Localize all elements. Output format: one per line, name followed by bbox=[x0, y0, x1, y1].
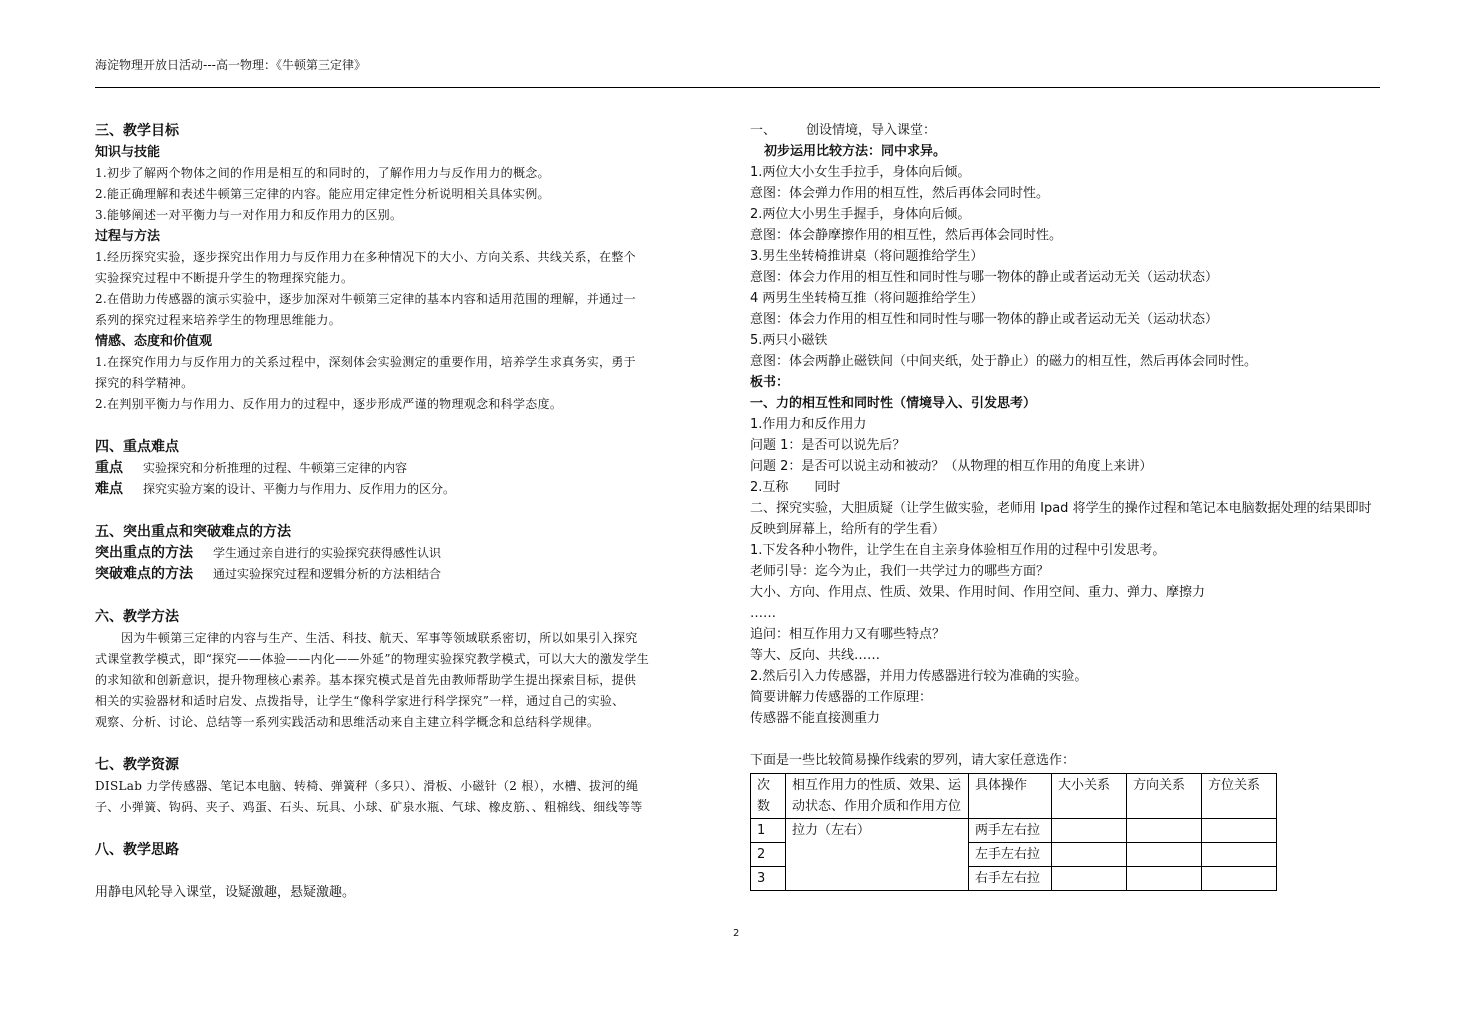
sensor-limitation: 传感器不能直接测重力 bbox=[750, 711, 881, 726]
teaching-idea-text: 用静电风轮导入课堂，设疑激趣，悬疑激趣。 bbox=[95, 885, 356, 900]
row-2-no: 2 bbox=[751, 843, 786, 867]
table-row bbox=[751, 819, 1277, 843]
section-6-title: 六、教学方法 bbox=[95, 609, 179, 625]
header-size-relation: 大小关系 bbox=[1052, 774, 1127, 819]
emotion-item-1-line-1: 1.在探究作用力与反作用力的关系过程中，深刻体会实验测定的重要作用，培养学生求真务实，勇于 bbox=[95, 355, 636, 369]
highlight-method-label: 突出重点的方法 bbox=[95, 545, 193, 561]
experiment-step-1: 1.下发各种小物件，让学生在自主亲身体验相互作用的过程中引发思考。 bbox=[750, 543, 1166, 558]
follow-up-answer: 等大、反向、共线…… bbox=[750, 648, 881, 663]
activity-1: 1.两位大小女生手拉手，身体向后倾。 bbox=[750, 165, 971, 180]
breakthrough-method-label: 突破难点的方法 bbox=[95, 566, 193, 582]
knowledge-item-3: 3.能够阐述一对平衡力与一对作用力和反作用力的区别。 bbox=[95, 208, 403, 222]
header-position-relation: 方位关系 bbox=[1202, 774, 1277, 819]
knowledge-item-2: 2.能正确理解和表述牛顿第三定律的内容。能应用定律定性分析说明相关具体实例。 bbox=[95, 187, 550, 201]
blackboard-label: 板书： bbox=[750, 375, 790, 390]
page-header: 海淀物理开放日活动---高一物理：《牛顿第三定律》 bbox=[95, 58, 366, 72]
experiment-heading: 二、探究实验，大胆质疑（让学生做实验，老师用 Ipad 将学生的操作过程和笔记本电脑数据处理的结果即时反映到屏幕上，给所有的学生看） bbox=[750, 501, 1372, 537]
row-3-operation: 右手左右拉 bbox=[969, 867, 1052, 891]
section-8-title: 八、教学思路 bbox=[95, 842, 179, 858]
emotion-item-2: 2.在判别平衡力与作用力、反作用力的过程中，逐步形成严谨的物理观念和科学态度。 bbox=[95, 397, 563, 411]
method-paragraph-line-2: 式课堂教学模式，即“探究——体验——内化——外延”的物理实验探究教学模式，可以大大的激发学生 bbox=[95, 652, 650, 666]
row-1-operation: 两手左右拉 bbox=[969, 819, 1052, 843]
breakthrough-method-row bbox=[95, 564, 720, 585]
knowledge-skills-title: 知识与技能 bbox=[95, 145, 161, 160]
key-point-label: 重点 bbox=[95, 460, 123, 476]
difficulty-row bbox=[95, 479, 720, 500]
row-3-position[interactable] bbox=[1202, 867, 1277, 891]
header-property: 相互作用力的性质、效果、运动状态、作用介质和作用方位 bbox=[786, 774, 969, 819]
blackboard-heading-1: 一、力的相互性和同时性（情境导入、引发思考） bbox=[750, 396, 1037, 411]
method-paragraph-line-5: 观察、分析、讨论、总结等一系列实践活动和思维活动来自主建立科学概念和总结科学规律。 bbox=[95, 715, 600, 729]
row-2-position[interactable] bbox=[1202, 843, 1277, 867]
resources-line-2: 子、小弹簧、钩码、夹子、鸡蛋、石头、玩具、小球、矿泉水瓶、气球、橡皮筋、、粗棉线、细线等等 bbox=[95, 800, 643, 814]
experiment-step-2: 2.然后引入力传感器，并用力传感器进行较为准确的实验。 bbox=[750, 669, 1088, 684]
difficulty-label: 难点 bbox=[95, 481, 123, 497]
intent-3: 意图：体会力作用的相互性和同时性与哪一物体的静止或者运动无关（运动状态） bbox=[750, 270, 1219, 285]
row-3-no: 3 bbox=[751, 867, 786, 891]
ellipsis-line: …… bbox=[750, 606, 776, 621]
header-rule bbox=[95, 87, 1380, 88]
section-4-title: 四、重点难点 bbox=[95, 439, 179, 455]
header-no: 次数 bbox=[751, 774, 786, 819]
intent-5: 意图：体会两静止磁铁间（中间夹纸，处于静止）的磁力的相互性，然后再体会同时性。 bbox=[750, 354, 1258, 369]
process-item-1-line-1: 1.经历探究实验，逐步探究出作用力与反作用力在多种情况下的大小、方向关系、共线关系，在整个 bbox=[95, 250, 636, 264]
row-3-size[interactable] bbox=[1052, 867, 1127, 891]
row-1-size[interactable] bbox=[1052, 819, 1127, 843]
row-1-position[interactable] bbox=[1202, 819, 1277, 843]
mutual-simultaneous-row bbox=[750, 477, 1380, 498]
activity-3: 3.男生坐转椅推讲桌（将问题推给学生） bbox=[750, 249, 984, 264]
key-point-row bbox=[95, 458, 720, 479]
breakthrough-method-text: 通过实验探究过程和逻辑分析的方法相结合 bbox=[213, 567, 442, 581]
left-column bbox=[95, 120, 720, 903]
header-operation: 具体操作 bbox=[969, 774, 1052, 819]
row-1-direction[interactable] bbox=[1127, 819, 1202, 843]
intro-heading bbox=[750, 120, 1380, 141]
process-item-2-line-2: 系列的探究过程来培养学生的物理思维能力。 bbox=[95, 313, 342, 327]
process-method-title: 过程与方法 bbox=[95, 229, 161, 244]
merged-property-cell: 拉力（左右） bbox=[786, 819, 969, 891]
intro-number: 一、 bbox=[750, 123, 777, 138]
right-column bbox=[750, 120, 1380, 891]
section-3-title: 三、教学目标 bbox=[95, 123, 179, 139]
teacher-guide: 老师引导：迄今为止，我们一共学过力的哪些方面？ bbox=[750, 564, 1050, 579]
intent-1: 意图：体会弹力作用的相互性，然后再体会同时性。 bbox=[750, 186, 1050, 201]
row-3-direction[interactable] bbox=[1127, 867, 1202, 891]
highlight-method-text: 学生通过亲自进行的实验探究获得感性认识 bbox=[213, 546, 442, 560]
follow-up-question: 追问：相互作用力又有哪些特点？ bbox=[750, 627, 946, 642]
emotion-attitude-title: 情感、态度和价值观 bbox=[95, 334, 213, 349]
table-intro: 下面是一些比较简易操作线索的罗列，请大家任意选作： bbox=[750, 753, 1076, 768]
force-aspects: 大小、方向、作用点、性质、效果、作用时间、作用空间、重力、弹力、摩擦力 bbox=[750, 585, 1206, 600]
row-1-no: 1 bbox=[751, 819, 786, 843]
operations-table bbox=[750, 773, 1277, 891]
process-item-1-line-2: 实验探究过程中不断提升学生的物理探究能力。 bbox=[95, 271, 354, 285]
question-1: 问题 1：是否可以说先后？ bbox=[750, 438, 906, 453]
knowledge-item-1: 1.初步了解两个物体之间的作用是相互的和同时的，了解作用力与反作用力的概念。 bbox=[95, 166, 550, 180]
activity-4: 4 两男生坐转椅互推（将问题推给学生） bbox=[750, 291, 984, 306]
row-2-direction[interactable] bbox=[1127, 843, 1202, 867]
activity-2: 2.两位大小男生手握手，身体向后倾。 bbox=[750, 207, 971, 222]
section-5-title: 五、突出重点和突破难点的方法 bbox=[95, 524, 291, 540]
method-paragraph-line-4: 相关的实验器材和适时启发、点拨指导，让学生“像科学家进行科学探究”一样，通过自己的实验、 bbox=[95, 694, 625, 708]
process-item-2-line-1: 2.在借助力传感器的演示实验中，逐步加深对牛顿第三定律的基本内容和适用范围的理解，并通过一 bbox=[95, 292, 636, 306]
emotion-item-1-line-2: 探究的科学精神。 bbox=[95, 376, 194, 390]
sensor-principle: 简要讲解力传感器的工作原理： bbox=[750, 690, 933, 705]
key-point-text: 实验探究和分析推理的过程、牛顿第三定律的内容 bbox=[143, 461, 408, 475]
simultaneous-label: 同时 bbox=[814, 480, 841, 495]
method-paragraph-line-1: 因为牛顿第三定律的内容与生产、生活、科技、航天、军事等领域联系密切，所以如果引入探究 bbox=[121, 631, 638, 645]
page-number: 2 bbox=[733, 928, 740, 939]
difficulty-text: 探究实验方案的设计、平衡力与作用力、反作用力的区分。 bbox=[143, 482, 456, 496]
intro-text: 创设情境，导入课堂： bbox=[806, 123, 937, 138]
highlight-method-row bbox=[95, 543, 720, 564]
method-paragraph-line-3: 的求知欲和创新意识，提升物理核心素养。基本探究模式是首先由教师帮助学生提出探索目标，提供 bbox=[95, 673, 637, 687]
resources-line-1: DISLab 力学传感器、笔记本电脑、转椅、弹簧秤（多只）、滑板、小磁针（2 根），水槽、拔河的绳 bbox=[95, 779, 639, 793]
intent-2: 意图：体会静摩擦作用的相互性，然后再体会同时性。 bbox=[750, 228, 1063, 243]
row-2-size[interactable] bbox=[1052, 843, 1127, 867]
action-reaction-item: 1.作用力和反作用力 bbox=[750, 417, 867, 432]
table-header-row bbox=[751, 774, 1277, 819]
compare-method: 初步运用比较方法：同中求异。 bbox=[764, 144, 947, 159]
section-7-title: 七、教学资源 bbox=[95, 757, 179, 773]
intent-4: 意图：体会力作用的相互性和同时性与哪一物体的静止或者运动无关（运动状态） bbox=[750, 312, 1219, 327]
mutual-label: 2.互称 bbox=[750, 480, 789, 495]
activity-5: 5.两只小磁铁 bbox=[750, 333, 828, 348]
question-2: 问题 2：是否可以说主动和被动？（从物理的相互作用的角度上来讲） bbox=[750, 459, 1153, 474]
row-2-operation: 左手左右拉 bbox=[969, 843, 1052, 867]
header-direction-relation: 方向关系 bbox=[1127, 774, 1202, 819]
